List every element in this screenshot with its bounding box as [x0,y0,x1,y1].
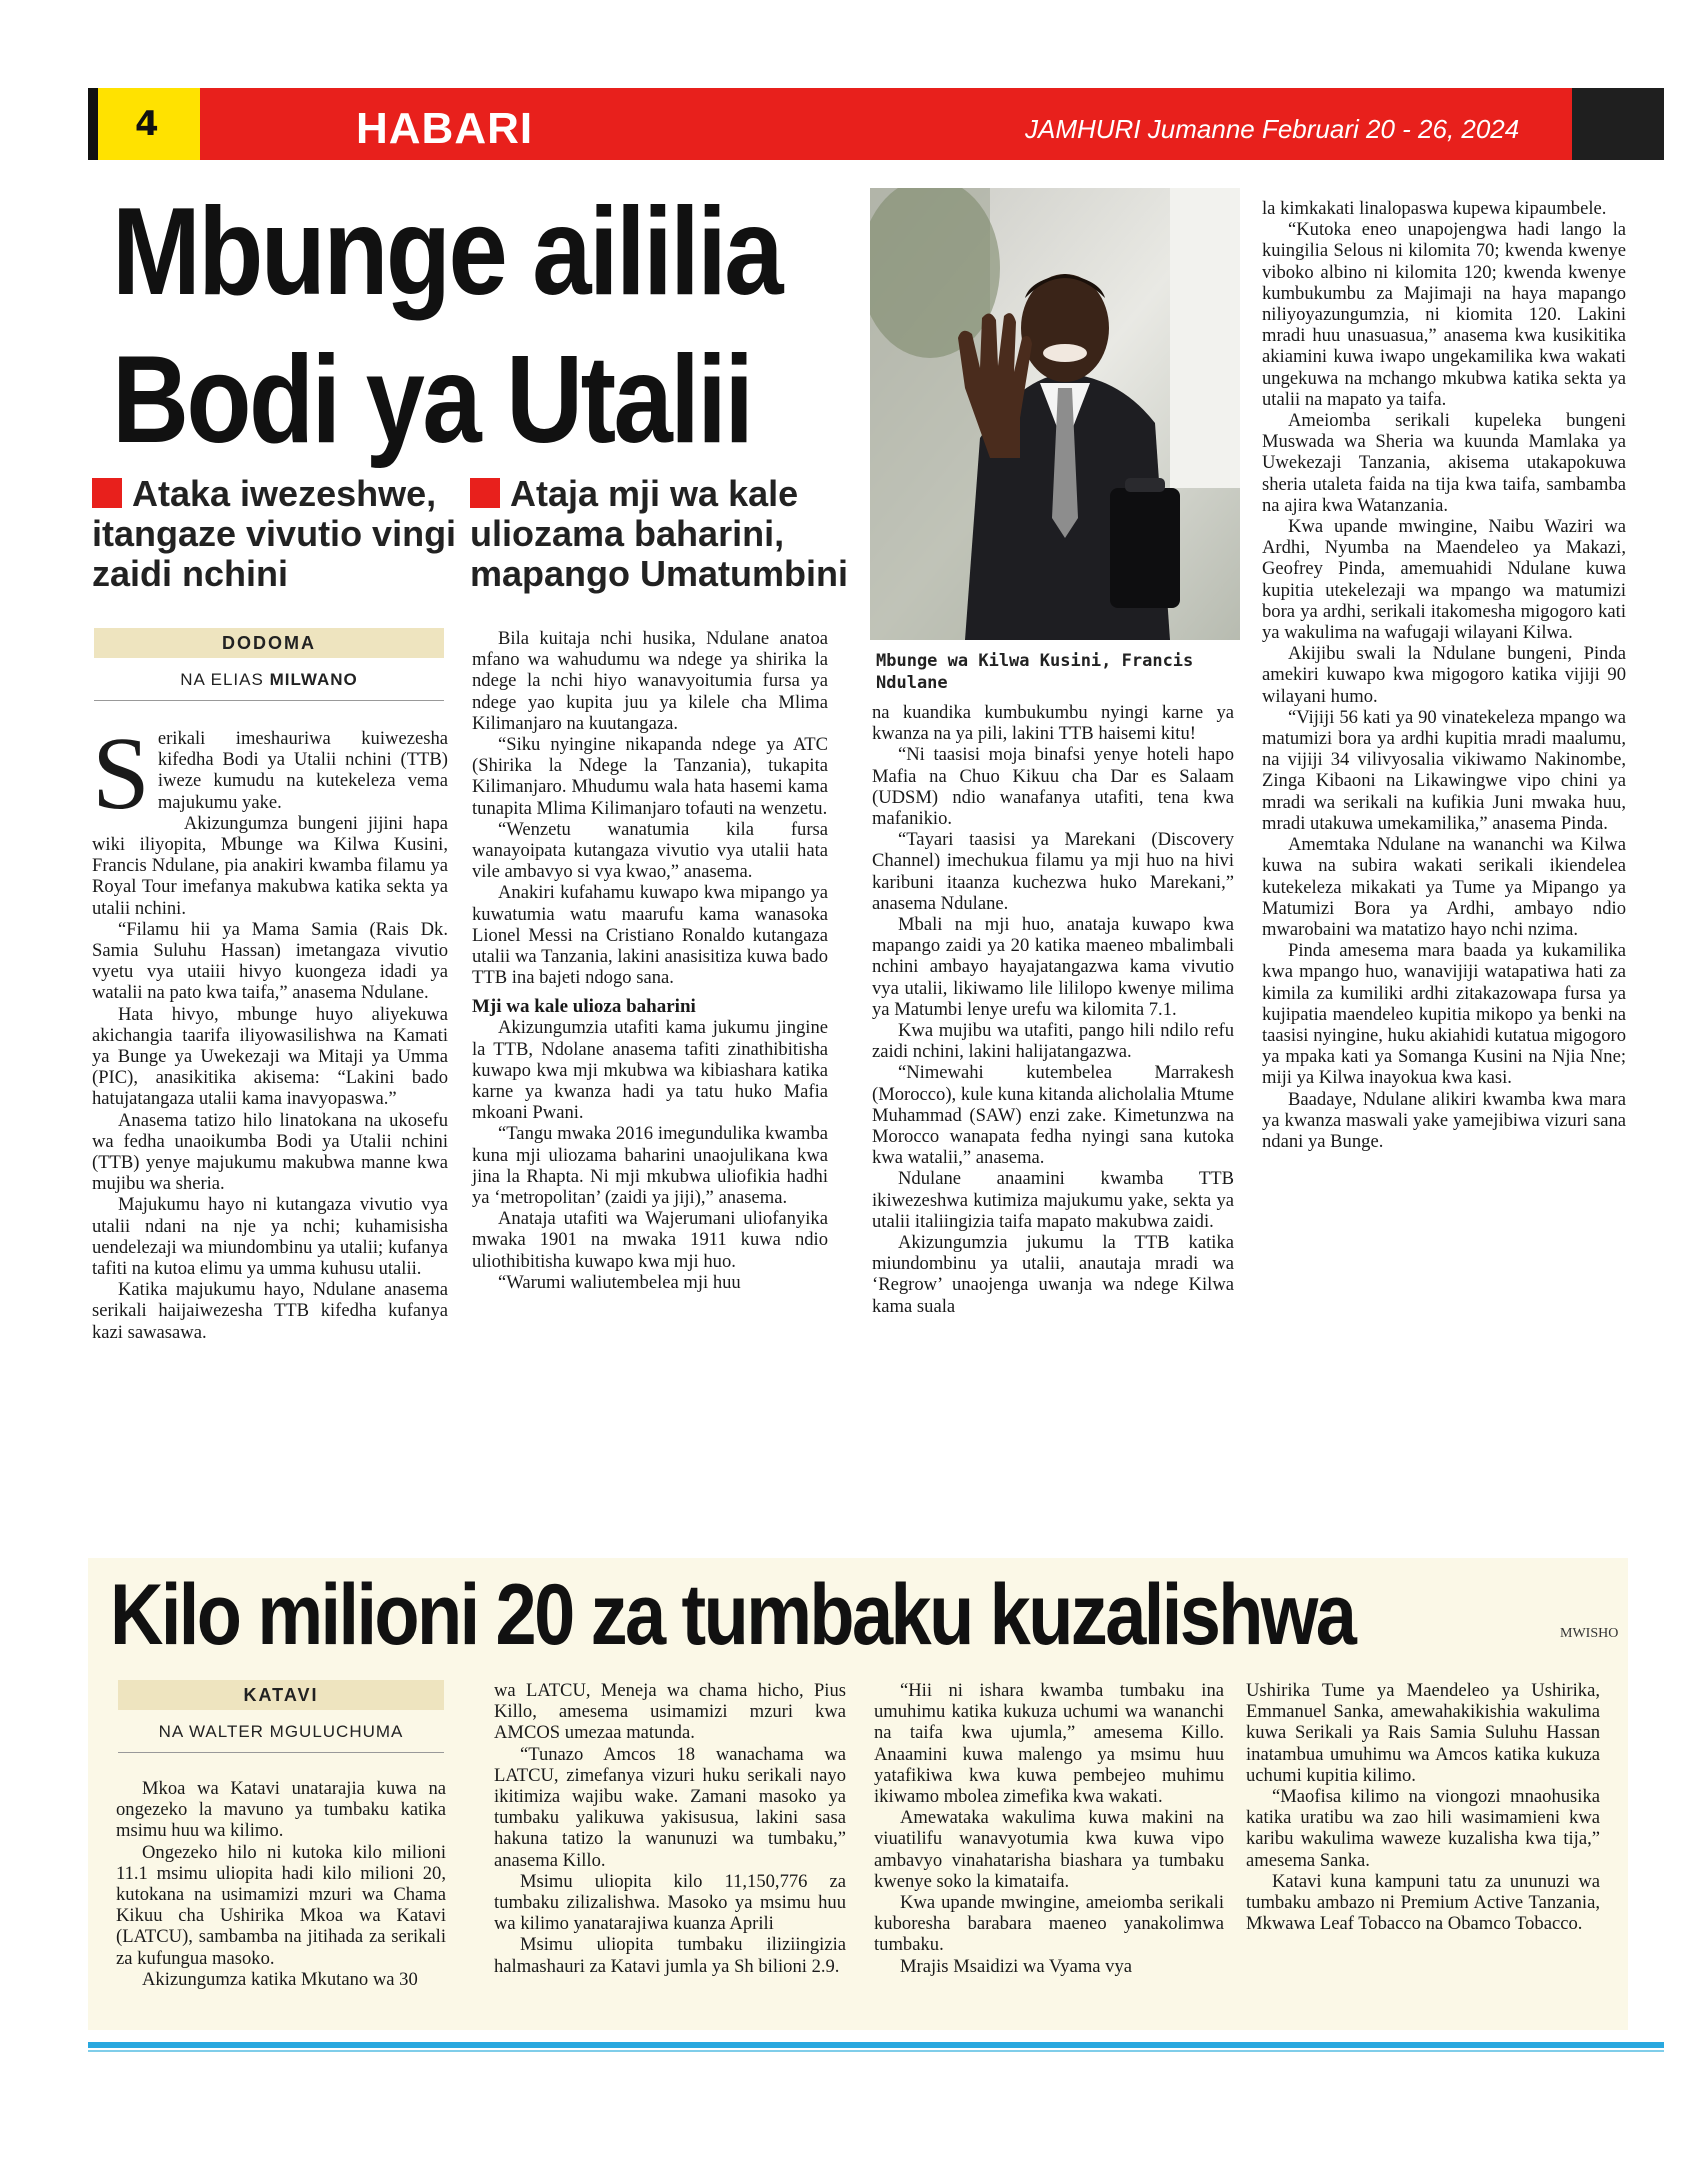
story2-column-4 [1246,1680,1600,1934]
bottom-rule [88,2042,1664,2048]
story2-column-2 [494,1680,846,1977]
paragraph: Akizungumza bungeni jijini hapa wiki iliyopita, Mbunge wa Kilwa Kusini, Francis Ndulane, pia anakiri kwamba filamu ya Royal Tour imefanya makubwa katika sekta ya utalii nchini. [92,812,448,919]
paragraph: Baadaye, Ndulane alikiri kwamba kwa mara ya kwanza maswali yake yamejibiwa vizuri sana ndani ya Bunge. [1262,1088,1626,1152]
story2-headline: Kilo milioni 20 za tumbaku kuzalishwa [110,1567,1355,1663]
column-subheading: Mji wa kale ulioza baharini [472,996,696,1018]
paragraph: Mbali na mji huo, anataja kuwapo kwa mapango zaidi ya 20 katika maeneo mbalimbali nchini ambayo hayajatangazwa kama vivutio vya utalii, likiwamo lile lililopo kwenye milima ya Matumbi lenye urefu wa kilomita 7.1. [872,914,1234,1020]
paragraph: “Hii ni ishara kwamba tumbaku ina umuhimu katika kukuza uchumi wa wananchi na taifa kwa ujumla,” amesema Killo. Anaamini kuwa malengo ya msimu huu yatafikiwa kwa kuwa pembejeo muhimu ikiwamo mbolea zimefika kwa wakati. [874,1680,1224,1808]
drop-cap: S [92,716,150,831]
paragraph: Kwa mujibu wa utafiti, pango hili ndilo refu zaidi nchini, lakini halijatangazwa. [872,1020,1234,1063]
paragraph: Ameiomba serikali kupeleka bungeni Muswada wa Sheria wa kuunda Mamlaka ya Uwekezaji Tanzania, akisema utakapokuwa sheria utaleta faida na tija kwa taifa, sambamba na ajira kwa Watanzania. [1262,410,1626,516]
paragraph: Kwa upande mwingine, Naibu Waziri wa Ardhi, Nyumba na Maendeleo ya Makazi, Geofrey Pinda, amemuahidi Ndulane kuwa kupitia utekelezaji wa mpango wa matumizi bora ya ardhi, serikali itakomesha migogoro kati ya wakulima na wafugaji wilayani Kilwa. [1262,516,1626,644]
paragraph: Msimu uliopita kilo 11,150,776 za tumbaku zilizalishwa. Masoko ya msimu huu wa kilimo yanatarajiwa kuanza Aprili [494,1870,846,1935]
paragraph: Amewataka wakulima kuwa makini na viuatilifu wanavyotumia kwa kuwa vipo ambavyo vinahatarisha biashara ya tumbaku kwenye soko la kimataifa. [874,1807,1224,1892]
paragraph: “Tangu mwaka 2016 imegundulika kwamba kuna mji uliozama baharini unaojulikana kwa jina la Rhapta. Ni mji mkubwa uliofikia hadhi ya ‘metropolitan’ (zaidi ya jiji),” anasema. [472,1123,828,1209]
paragraph: “Maofisa kilimo na viongozi mnaohusika katika uratibu wa zao hili wasimamieni kwa karibu wakulima waweze kuzalisha kwa tija,” amesema Sanka. [1246,1786,1600,1871]
portrait-photo [870,188,1240,640]
bottom-rule-light [88,2050,1664,2052]
dateline-tag: DODOMA [94,628,444,658]
paragraph: “Kutoka eneo unapojengwa hadi lango la kuingilia Selous ni kilomita 70; kwenda kwenye viboko albino ni kilomita 120; kwenda kwenye kumbukumbu za Majimaji na haya mapango niliyoyazungumzia, ni kiomita 120. Lakini mradi huu unasuasua,” anasema kwa kusikitika akiamini kuwa iwapo ungekamilika kwa wakati ungekuwa na mchango mkubwa katika sekta ya utalii na mapato ya taifa. [1262,219,1626,410]
paragraph: wa LATCU, Meneja wa chama hicho, Pius Killo, amesema usimamizi mzuri kwa AMCOS umezaa matunda. [494,1680,846,1744]
story1-column-3 [872,702,1234,1317]
paragraph: “Siku nyingine nikapanda ndege ya ATC (Shirika la Ndege la Tanzania), tukapita Kilimanjaro. Mhudumu wala hata hasemi kama tunapita Mlima Kilimanjaro tofauti na wenzetu. [472,734,828,819]
story2-dateline-tag: KATAVI [118,1680,444,1710]
paragraph: “Nimewahi kutembelea Marrakesh (Morocco), kule kuna kitanda alicholalia Mtume Muhammad (SAW) enzi zake. Kimetunzwa na Morocco wanapata fedha nyingi sana kutoka kwa watalii,” anasema. [872,1062,1234,1169]
story1-column-1 [92,716,448,1343]
paragraph: Mkoa wa Katavi unatarajia kuwa na ongezeko la mavuno ya tumbaku katika msimu huu wa kilimo. [116,1778,446,1842]
page-number-stripe [88,88,98,160]
paragraph: “Filamu hii ya Mama Samia (Rais Dk. Samia Suluhu Hassan) imetangaza vivutio vyetu vya utaiii hivyo kuongeza idadi ya watalii na pato kwa taifa,” anasema Ndulane. [92,918,448,1004]
paragraph: Anataja utafiti wa Wajerumani uliofanyika mwaka 1901 na mwaka 1911 kuwa ndio uliothibitisha kuwapo kwa mji huo. [472,1208,828,1272]
paragraph: la kimkakati linalopaswa kupewa kipaumbele. [1262,198,1607,219]
story1-column-2 [472,628,828,1293]
story1-column-4 [1262,198,1626,1152]
paragraph: “Vijiji 56 kati ya 90 vinatekeleza mpango wa matumizi bora ya ardhi kupitia mradi maalumu, na vijiji 34 vilivyosalia vikiwamo Nakinombe, Zinga Kibaoni na Likawingwe vipo chini ya mradi wa serikali na kufikia Juni mwaka huu, mradi utakuwa umekamilika,” anasema Pinda. [1262,706,1626,834]
paragraph: Amemtaka Ndulane na wananchi wa Kilwa kuwa na subira wakati serikali ikiendelea kutekeleza mikakati ya Tume ya Mipango ya Matumizi Bora ya Ardhi, ambayo ndio mwarobaini wa matatizo hayo nchi nzima. [1262,834,1626,940]
paragraph: Hata hivyo, mbunge huyo aliyekuwa akichangia taarifa iliyowasilishwa na Kamati ya Bunge ya Uwekezaji wa Mitaji ya Umma (PIC), anasikitika akisema: “Lakini bado hatujatangaza utalii kama inavyopaswa.” [92,1003,448,1110]
paragraph: Msimu uliopita tumbaku iliziingizia halmashauri za Katavi jumla ya Sh bilioni 2.9. [494,1934,846,1977]
paragraph: Akizungumzia utafiti kama jukumu jingine la TTB, Ndolane anasema tafiti zinathibitisha kuwapo kwa mji mkubwa wa kibiashara katika karne ya kwanza hadi ya tatu huko Mafia mkoani Pwani. [472,1017,828,1124]
paragraph: “Ni taasisi moja binafsi yenye hoteli hapo Mafia na Chuo Kikuu cha Dar es Salaam (UDSM) ndio wanafanya utafiti, tena kwa mafanikio. [872,744,1234,830]
byline: NA ELIAS MILWANO [180,670,358,689]
story2-column-3 [874,1680,1224,1977]
paragraph: “Warumi waliutembelea mji huu [498,1271,741,1293]
paragraph: Ongezeko hilo ni kutoka kilo milioni 11.1 msimu uliopita hadi kilo milioni 20, kutokana na usimamizi mzuri wa Chama Kikuu cha Ushirika Mkoa wa Katavi (LATCU), sambamba na jitihada za serikali za kufungua masoko. [116,1841,446,1969]
paragraph: Bila kuitaja nchi husika, Ndulane anatoa mfano wa wahudumu wa ndege ya shirika la ndege la nchi hiyo wanavyoitumia fursa ya ndege yao kupita juu ya kilele cha Mlima Kilimanjaro na kuutangaza. [472,628,828,734]
header-right-block [1572,88,1664,160]
paragraph: na kuandika kumbukumbu nyingi karne ya kwanza na ya pili, lakini TTB haisemi kitu! [872,702,1234,745]
section-title: HABARI [356,104,534,153]
lead-paragraph: Serikali imeshauriwa kuiwezesha kifedha Bodi ya Utalii nchini (TTB) iweze kumudu na kutekeleza vema majukumu yake. [92,716,448,831]
red-square-bullet-icon [92,478,122,508]
subhead-2: Ataja mji wa kale uliozama baharini, mapango Umatumbini [470,473,849,594]
paragraph: Akijibu swali la Ndulane bungeni, Pinda amekiri kuwapo kwa migogoro katika vijiji 90 wilayani humo. [1262,643,1626,707]
paragraph: “Tunazo Amcos 18 wanachama wa LATCU, zimefanya vizuri huku serikali nayo ikitimiza wajibu wake. Zamani masoko ya tumbaku yalikuwa yakisusua, lakini sasa hakuna tatizo la wanunuzi wa tumbaku,” anasema Killo. [494,1743,846,1871]
end-mark: MWISHO [1560,1626,1619,1641]
paragraph: Majukumu hayo ni kutangaza vivutio vya utalii ndani na nje ya nchi; kuhamisisha uendelezaji wa miundombinu ya utalii; kufanya tafiti na kutoa elimu ya umma kuhusu utalii. [92,1194,448,1280]
red-square-bullet-icon [470,478,500,508]
paragraph: Ushirika Tume ya Maendeleo ya Ushirika, Emmanuel Sanka, amewahakikishia wakulima kuwa Serikali ya Rais Samia Suluhu Hassan inatambua umuhimu wa Amcos katika kukuza uchumi kupitia kilimo. [1246,1680,1600,1786]
paragraph: Katavi kuna kampuni tatu za ununuzi wa tumbaku ambazo ni Premium Active Tanzania, Mkwawa Leaf Tobacco na Obamco Tobacco. [1246,1870,1600,1935]
paragraph: Ndulane anaamini kwamba TTB ikiwezeshwa kutimiza majukumu yake, sekta ya utalii italiingizia taifa mapato makubwa zaidi. [872,1168,1234,1232]
paragraph: “Tayari taasisi ya Marekani (Discovery Channel) imechukua filamu ya mji huo na hivi karibuni itaanza kuchezwa huko Marekani,” anasema Ndulane. [872,829,1234,914]
paragraph: Anakiri kufahamu kuwapo kwa mipango ya kuwatumia watu maarufu kama wanasoka Lionel Messi na Cristiano Ronaldo kutangaza utalii wa Tanzania, lakini anasisitiza kuwa bado TTB ina bajeti ndogo sana. [472,882,828,989]
paragraph: Kwa upande mwingine, ameiomba serikali kuboresha barabara maeneo yanakolimwa tumbaku. [874,1892,1224,1956]
paragraph: Katika majukumu hayo, Ndulane anasema serikali haijaiwezesha TTB kifedha kufanya kazi sawasawa. [92,1279,448,1343]
paragraph: Anasema tatizo hilo linatokana na ukosefu wa fedha unaoikumba Bodi ya Utalii nchini (TTB) yenye majukumu makubwa manne kwa mujibu wa sheria. [92,1109,448,1195]
paragraph: Akizungumzia jukumu la TTB katika miundombinu ya utalii, anautaja mradi wa ‘Regrow’ unaojenga uwanja wa ndege Kilwa kama suala [872,1232,1234,1317]
publication-date-line: JAMHURI Jumanne Februari 20 - 26, 2024 [1025,114,1520,144]
paragraph: Mrajis Msaidizi wa Vyama vya [900,1955,1133,1977]
headline-line-2: Bodi ya Utalii [112,331,752,469]
paragraph: “Wenzetu wanatumia kila fursa wanayoipata kutangaza vivutio vya utalii hata vile ambavyo si vya kwao,” anasema. [472,818,828,883]
photo-caption: Mbunge wa Kilwa Kusini, Francis Ndulane [876,651,1194,693]
subhead-1: Ataka iwezeshwe, itangaze vivutio vingi zaidi nchini [92,473,457,594]
byline-rule [94,700,444,701]
paragraph: Pinda amesema mara baada ya kukamilika kwa mpango huo, wanavijiji watapatiwa hati za kimila za kumiliki ardhi zitakazowapa fursa ya kujipatia maendeleo kupitia mikopo ya benki na taasisi nyingine, huku akiahidi kutatua migogoro ya mpaka kati ya Somanga Kusini na Njia Nne; miji ya Kilwa inayokua kwa kasi. [1262,940,1626,1089]
story2-byline: NA WALTER MGULUCHUMA [158,1722,404,1741]
page-number: 4 [135,104,159,144]
story2-byline-rule [118,1752,444,1753]
story2-column-1 [116,1778,446,1990]
headline-line-1: Mbunge aililia [112,183,781,321]
paragraph: Akizungumza katika Mkutano wa 30 [142,1968,418,1990]
portrait-illustration [870,188,1240,640]
